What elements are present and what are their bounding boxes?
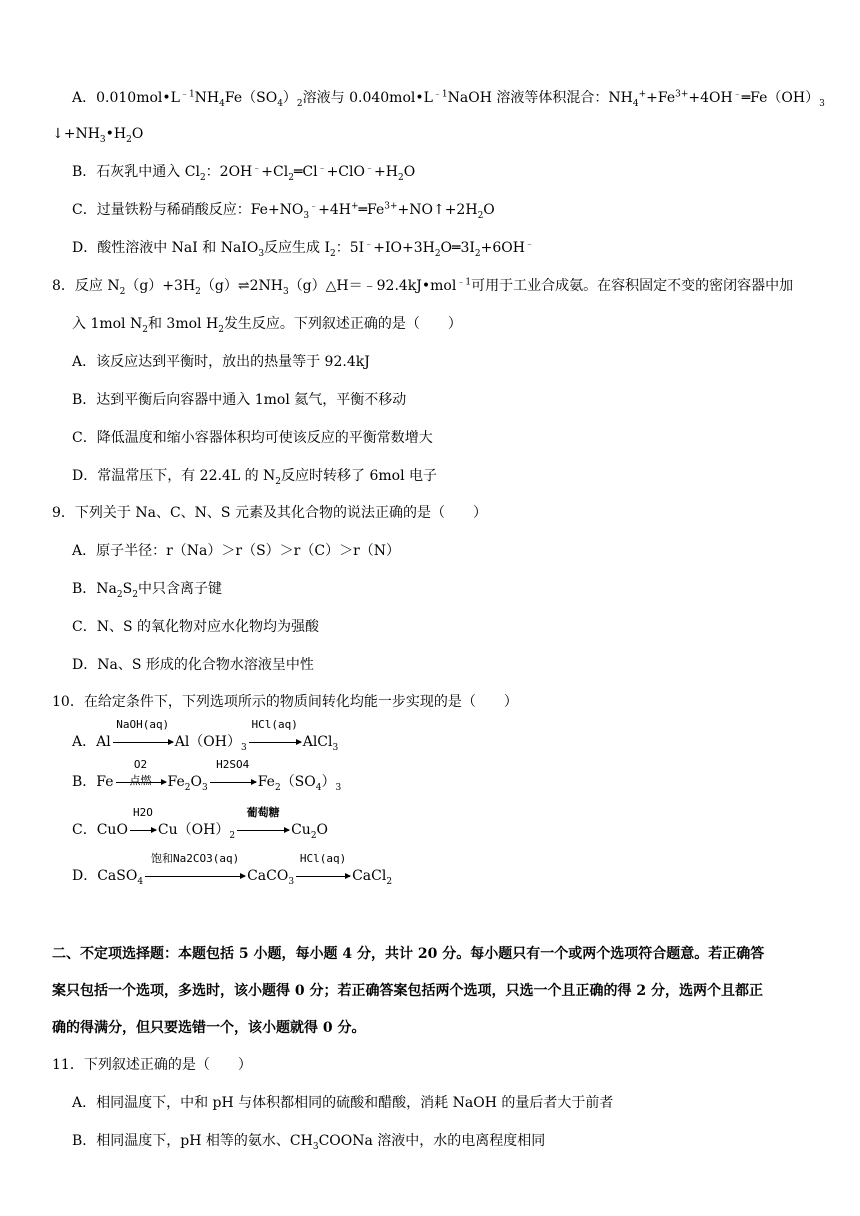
reaction-arrow: O2 点燃 (116, 772, 166, 792)
reaction-arrow: NaOH(aq) (113, 732, 173, 752)
reaction-arrow: 饱和Na2CO3(aq) (145, 866, 245, 886)
reaction-arrow: H2O (130, 820, 156, 840)
q8-stem: 8．反应 $N_2(g)+3H_2(g)\rightleftharpoons 2NH_3(g)\triangle H=﹣92.4kJ•mol^{﹣1}$可用于工业合成氨。在容积固定不变的密闭容器中加 (52, 277, 794, 297)
reaction-arrow: HCl(aq) (249, 732, 301, 752)
q7-option-a-continued: $↓+NH_3•H_2O$ (52, 126, 144, 145)
q8-option-c: C．降低温度和缩小容器体积均可使该反应的平衡常数增大 (72, 430, 433, 446)
q10-option-a: A．Al NaOH(aq) $Al(OH)_3$ HCl(aq) AlCl$_3$ (72, 718, 339, 753)
q11-option-b: B．相同温度下，pH 相等的氨水、$CH_3COONa$ 溶液中，水的电离程度相同 (72, 1133, 546, 1152)
q8-option-d: D．常温常压下，有 22.4L 的 $N_2$反应时转移了 6mol 电子 (72, 468, 438, 487)
q10-option-b: B．Fe O2 点燃 $Fe_2O_3$ H2SO4 $Fe_2(SO_4)_3$ (72, 758, 342, 793)
section-2-instructions-line-3: 确的得满分，但只要选错一个，该小题就得 0 分。 (52, 1020, 366, 1036)
q9-option-d: D．Na、S 形成的化合物水溶液呈中性 (72, 657, 314, 673)
q7-option-b: B．石灰乳中通入 $Cl_2$：$2OH^﹣+Cl_2═Cl^﹣+ClO^﹣+H_2O$ (72, 163, 416, 183)
q9-option-a: A．原子半径：r（Na）＞r（S）＞r（C）＞r（N） (72, 543, 401, 559)
reaction-arrow: HCl(aq) (296, 866, 350, 886)
section-2-instructions-line-1: 二、不定项选择题：本题包括 5 小题，每小题 4 分，共计 20 分。每小题只有一个或两个选项符合题意。若正确答 (52, 946, 765, 962)
q8-stem-continued: 入 1mol $N_2$和 3mol $H_2$发生反应。下列叙述正确的是（ ） (72, 316, 462, 335)
q11-option-a: A．相同温度下，中和 pH 与体积都相同的硫酸和醋酸，消耗 NaOH 的量后者大于前者 (72, 1095, 614, 1111)
q11-stem: 11．下列叙述正确的是（ ） (52, 1057, 252, 1073)
q7-option-d: D．酸性溶液中 NaI 和 NaIO$_3$反应生成 $I_2$：$5I^﹣+IO+3H_2O═3I_2+6OH^﹣$ (72, 239, 534, 259)
q9-option-c: C．N、S 的氧化物对应水化物均为强酸 (72, 619, 320, 635)
reaction-arrow: 葡萄糖 (237, 820, 289, 840)
q10-option-c: C．CuO H2O $Cu(OH)_2$ 葡萄糖 $Cu_2O$ (72, 806, 329, 841)
q8-option-b: B．达到平衡后向容器中通入 1mol 氦气，平衡不移动 (72, 392, 407, 408)
q10-stem: 10．在给定条件下，下列选项所示的物质间转化均能一步实现的是（ ） (52, 694, 518, 710)
reaction-arrow: H2SO4 (210, 772, 256, 792)
q9-option-b: B．$Na_2S_2$中只含离子键 (72, 581, 222, 600)
q7-option-c: C．过量铁粉与稀硝酸反应：$Fe+NO_3^﹣+4H^+═Fe^{3+}+NO↑+2H_2O$ (72, 201, 495, 221)
section-2-instructions-line-2: 案只包括一个选项，多选时，该小题得 0 分；若正确答案包括两个选项，只选一个且正确的得 2 分，选两个且都正 (52, 983, 763, 999)
q7-option-a: A．$0.010mol•L^{﹣1}NH_4Fe(SO_4)_2$溶液与 $0.040mol•L^{﹣1}NaOH$ 溶液等体积混合：$NH_4^++Fe^{3+}+4OH^﹣═Fe(OH)_3$ (72, 89, 825, 109)
q10-option-d: D．CaSO$_4$ 饱和Na2CO3(aq) CaCO$_3$ HCl(aq) CaCl$_2$ (72, 852, 393, 887)
q8-option-a: A．该反应达到平衡时，放出的热量等于 92.4kJ (72, 354, 370, 370)
q9-stem: 9．下列关于 Na、C、N、S 元素及其化合物的说法正确的是（ ） (52, 505, 487, 521)
